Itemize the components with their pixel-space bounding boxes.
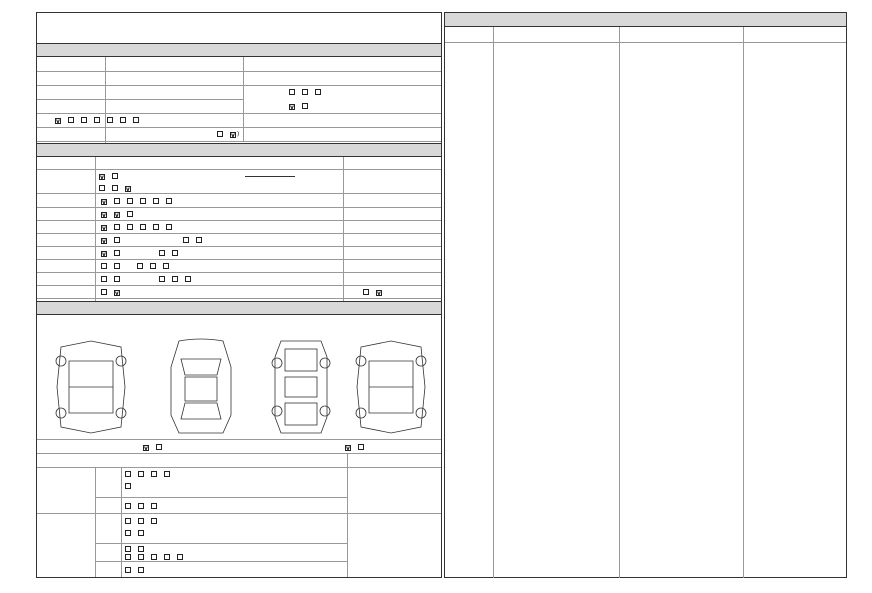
checkbox[interactable]: [289, 89, 295, 95]
checkbox[interactable]: [185, 276, 191, 282]
checkbox[interactable]: [196, 237, 202, 243]
checkbox[interactable]: [138, 554, 144, 560]
checkbox[interactable]: [120, 117, 126, 123]
checkbox-checked[interactable]: v: [114, 290, 119, 297]
checkbox[interactable]: [114, 237, 120, 243]
rankA-items: [125, 518, 162, 525]
checkbox-checked[interactable]: v: [346, 445, 350, 452]
emission-row: [41, 211, 150, 218]
rank2-items: [125, 503, 162, 510]
checkbox[interactable]: [153, 224, 159, 230]
checkbox[interactable]: [112, 173, 118, 179]
checkbox[interactable]: [138, 546, 144, 552]
checkbox[interactable]: [127, 198, 133, 204]
checkbox[interactable]: [151, 471, 157, 477]
checkbox[interactable]: [125, 546, 131, 552]
accident-header: [37, 301, 441, 315]
right-panel: [444, 12, 847, 578]
checkbox[interactable]: [127, 211, 133, 217]
summary-header: [37, 143, 441, 157]
checkbox[interactable]: [140, 198, 146, 204]
basic-info-header: [37, 43, 441, 57]
checkbox[interactable]: [125, 554, 131, 560]
checkbox[interactable]: [183, 237, 189, 243]
checkbox-checked[interactable]: v: [101, 199, 106, 206]
checkbox[interactable]: [101, 276, 107, 282]
checkbox[interactable]: [172, 276, 178, 282]
checkbox[interactable]: [159, 250, 165, 256]
checkbox-checked[interactable]: v: [144, 445, 148, 452]
checkbox[interactable]: [164, 554, 170, 560]
checkbox[interactable]: [138, 471, 144, 477]
checkbox[interactable]: [217, 131, 223, 137]
checkbox[interactable]: [151, 554, 157, 560]
checkbox-checked[interactable]: v: [101, 225, 106, 232]
special-history-row: [41, 237, 207, 244]
checkbox[interactable]: [114, 224, 120, 230]
fuel-row: [41, 117, 144, 124]
checkbox[interactable]: [358, 444, 364, 450]
checkbox[interactable]: [150, 263, 156, 269]
detail-header: [445, 13, 846, 27]
checkbox[interactable]: [114, 198, 120, 204]
checkbox[interactable]: [125, 503, 131, 509]
checkbox[interactable]: [138, 518, 144, 524]
checkbox[interactable]: [107, 117, 113, 123]
recall-row: [41, 289, 381, 297]
checkbox[interactable]: [163, 263, 169, 269]
checkbox[interactable]: [99, 185, 105, 191]
checkbox-checked[interactable]: v: [56, 118, 60, 125]
detail-rows: [445, 42, 846, 578]
checkbox-checked[interactable]: v: [101, 238, 106, 245]
tuning-row: [41, 224, 177, 231]
checkbox[interactable]: [114, 263, 120, 269]
checkbox-checked[interactable]: v: [290, 104, 294, 111]
transmission-options: [289, 89, 326, 96]
checkbox[interactable]: [125, 471, 131, 477]
checkbox[interactable]: [112, 185, 118, 191]
checkbox[interactable]: [138, 567, 144, 573]
car-right-view-icon: [356, 341, 426, 433]
checkbox[interactable]: [133, 117, 139, 123]
checkbox[interactable]: [125, 483, 131, 489]
car-diagrams: [51, 337, 431, 437]
checkbox-checked[interactable]: v: [101, 251, 106, 258]
car-top-view-icon: [171, 339, 231, 433]
checkbox[interactable]: [172, 250, 178, 256]
checkbox[interactable]: [125, 530, 131, 536]
left-panel: v v v ) v v v v v v v v v v v v: [36, 12, 442, 578]
main-options-row: [41, 276, 196, 283]
checkbox[interactable]: [151, 503, 157, 509]
checkbox[interactable]: [138, 503, 144, 509]
rankB-items: [125, 546, 149, 553]
checkbox-checked[interactable]: v: [114, 212, 119, 219]
checkbox[interactable]: [315, 89, 321, 95]
car-frame-view-icon: [272, 341, 330, 433]
checkbox[interactable]: [153, 198, 159, 204]
checkbox[interactable]: [156, 444, 162, 450]
mileage-state: [99, 173, 123, 180]
checkbox[interactable]: [151, 518, 157, 524]
checkbox[interactable]: [159, 276, 165, 282]
checkbox-checked[interactable]: v: [125, 186, 130, 193]
checkbox[interactable]: [114, 250, 120, 256]
vin-mark-row: [41, 198, 177, 205]
checkbox-checked[interactable]: v: [101, 212, 106, 219]
rankC-items: [125, 567, 149, 574]
checkbox[interactable]: [363, 289, 369, 295]
checkbox[interactable]: [177, 554, 183, 560]
checkbox[interactable]: [127, 224, 133, 230]
checkbox[interactable]: [140, 224, 146, 230]
checkbox-checked[interactable]: v: [376, 290, 381, 297]
checkbox[interactable]: [125, 567, 131, 573]
checkbox[interactable]: [302, 103, 308, 109]
checkbox[interactable]: [125, 518, 131, 524]
checkbox[interactable]: [81, 117, 87, 123]
checkbox[interactable]: [137, 263, 143, 269]
checkbox[interactable]: [68, 117, 74, 123]
checkbox[interactable]: [164, 471, 170, 477]
checkbox[interactable]: [302, 89, 308, 95]
rank1-items: [125, 471, 175, 478]
checkbox-checked[interactable]: v: [100, 174, 104, 181]
checkbox-checked[interactable]: v: [230, 132, 235, 139]
checkbox[interactable]: [101, 289, 107, 295]
car-left-view-icon: [56, 341, 126, 433]
checkbox[interactable]: [166, 224, 172, 230]
usage-change-row: [41, 250, 183, 257]
checkbox[interactable]: [138, 530, 144, 536]
checkbox[interactable]: [94, 117, 100, 123]
checkbox[interactable]: [166, 198, 172, 204]
mileage-value: [245, 176, 295, 177]
checkbox[interactable]: [101, 263, 107, 269]
color-row: [41, 263, 174, 270]
checkbox[interactable]: [114, 276, 120, 282]
